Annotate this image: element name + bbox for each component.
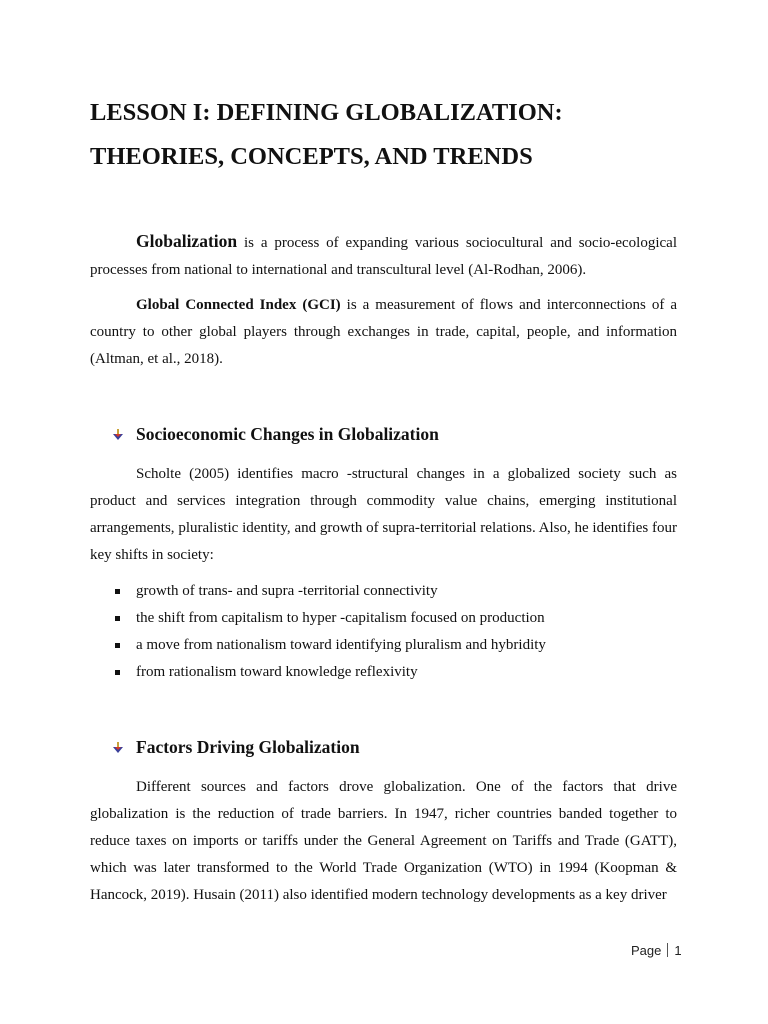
page-label: Page [631, 943, 662, 958]
arrow-bullet-icon [112, 742, 124, 754]
definition-text: is a measurement of flows and interconnections of a country to other global players through exchanges in trade, capital, people, and information (Altman, et al., 2018). [90, 297, 677, 367]
definition-text: is a process of expanding various sociocultural and socio-ecological processes from national to international and transcultural level (Al-Rodhan, 2006). [90, 235, 677, 278]
section-heading-text: Socioeconomic Changes in Globalization [136, 424, 439, 444]
square-bullet-icon [115, 589, 120, 594]
list-item: from rationalism toward knowledge reflexivity [112, 659, 546, 686]
section-heading-socioeconomic [112, 424, 439, 445]
scholte-paragraph: Scholte (2005) identifies macro -structural changes in a globalized society such as product and services integration through commodity value chains, emerging institutional arrangements, pluralistic identity, and growth of supra-territorial relations. Also, he identifies four key shifts in society: [90, 466, 677, 563]
square-bullet-icon [115, 670, 120, 675]
list-item: a move from nationalism toward identifying pluralism and hybridity [112, 632, 546, 659]
section-heading-factors [112, 737, 360, 758]
square-bullet-icon [115, 616, 120, 621]
footer-divider [667, 943, 668, 957]
list-item: the shift from capitalism to hyper -capitalism focused on production [112, 605, 546, 632]
title-line-1: LESSON I: DEFINING GLOBALIZATION: [90, 99, 563, 126]
arrow-bullet-icon [112, 429, 124, 441]
term-gci: Global Connected Index (GCI) [136, 297, 341, 313]
factors-paragraph: Different sources and factors drove globalization. One of the factors that drive globalization is the reduction of trade barriers. In 1947, richer countries banded together to reduce taxes on imports or tariffs under the General Agreement on Tariffs and Trade (GATT), which was later transformed to the World Trade Organization (WTO) in 1994 (Koopman & Hancock, 2019). Husain (2011) also identified modern technology developments as a key driver [90, 779, 677, 903]
page-number: 1 [674, 943, 682, 958]
title-line-2: THEORIES, CONCEPTS, AND TRENDS [90, 143, 533, 170]
page-number-footer [631, 943, 682, 958]
key-shifts-list [112, 578, 546, 686]
list-item: growth of trans- and supra -territorial connectivity [112, 578, 546, 605]
page-title [90, 91, 690, 179]
section-heading-text: Factors Driving Globalization [136, 737, 360, 757]
globalization-definition [90, 228, 677, 284]
gci-definition [90, 292, 677, 373]
term-globalization: Globalization [136, 231, 238, 251]
square-bullet-icon [115, 643, 120, 648]
